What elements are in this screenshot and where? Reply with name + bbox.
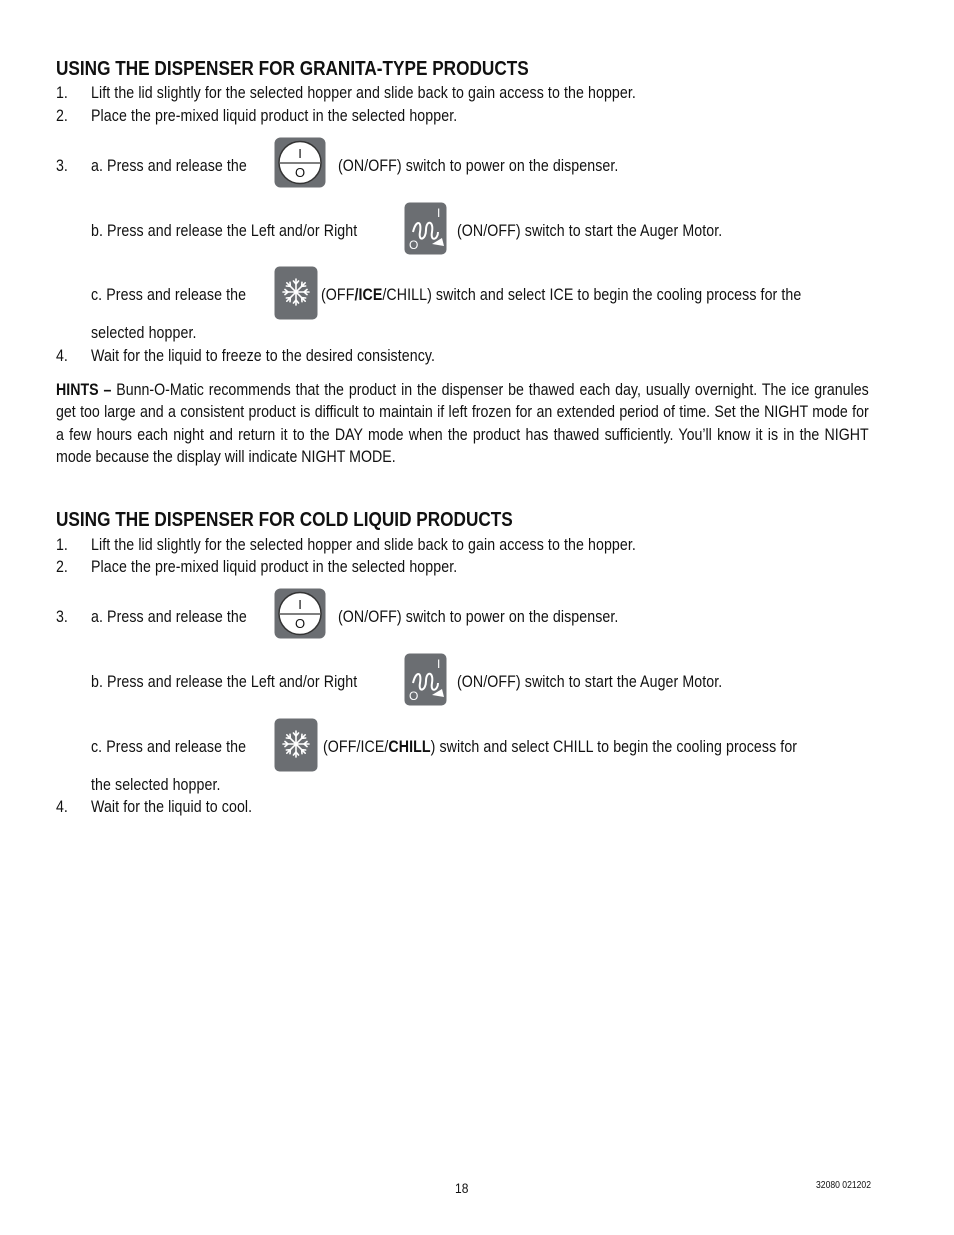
step-text: Lift the lid slightly for the selected hopper and slide back to gain access to the hopper. bbox=[91, 536, 636, 554]
step-text: (ON/OFF) switch to start the Auger Motor. bbox=[457, 222, 723, 240]
switch-label-off: O bbox=[294, 165, 306, 180]
power-switch-icon bbox=[274, 137, 326, 188]
step-number: 3. bbox=[56, 157, 68, 175]
document-code: 32080 021202 bbox=[816, 1180, 872, 1191]
step-text: b. Press and release the Left and/or Right bbox=[91, 673, 358, 691]
switch-label-on: I bbox=[437, 657, 441, 671]
step-text: the selected hopper. bbox=[91, 776, 221, 794]
auger-switch-icon bbox=[404, 202, 447, 255]
step-text: Lift the lid slightly for the selected hopper and slide back to gain access to the hopper. bbox=[91, 84, 636, 102]
mode-text: ) switch and select ICE to begin the cooling process for the bbox=[427, 286, 802, 304]
step-text: Wait for the liquid to cool. bbox=[91, 798, 253, 816]
switch-label-off: O bbox=[409, 689, 419, 703]
step-text: selected hopper. bbox=[91, 324, 197, 342]
section-heading-cold-liquid: USING THE DISPENSER FOR COLD LIQUID PRODUCTS bbox=[56, 509, 513, 531]
step-number: 1. bbox=[56, 84, 68, 102]
mode-text: ) switch and select CHILL to begin the cooling process for bbox=[430, 738, 798, 756]
step-text-ice bbox=[321, 285, 801, 305]
section-heading-granita: USING THE DISPENSER FOR GRANITA-TYPE PRODUCTS bbox=[56, 58, 529, 80]
step-text: c. Press and release the bbox=[91, 286, 247, 304]
hints-text: Bunn-O-Matic recommends that the product in the dispenser be thawed each day, usually overnight. The ice granules get too large and a consistent product is difficult to maintain if left frozen for an extended period of time. Set the NIGHT mode for a few hours each night and return it to the DAY mode when the product has thawed sufficiently. You’ll know it is in the NIGHT mode because the display will indicate NIGHT MODE. bbox=[56, 381, 869, 466]
switch-label-on: I bbox=[298, 146, 302, 161]
mode-ice-bold: ICE bbox=[358, 286, 383, 304]
snowflake-switch-icon bbox=[274, 266, 318, 320]
step-text: a. Press and release the bbox=[91, 608, 247, 626]
step-number: 4. bbox=[56, 798, 68, 816]
auger-switch-icon bbox=[404, 653, 447, 706]
step-text-chill bbox=[323, 737, 797, 757]
power-switch-icon bbox=[274, 588, 326, 639]
step-number: 3. bbox=[56, 608, 68, 626]
step-number: 4. bbox=[56, 347, 68, 365]
mode-text: (OFF/ICE/ bbox=[323, 738, 389, 756]
step-text: Place the pre-mixed liquid product in the selected hopper. bbox=[91, 107, 458, 125]
mode-chill: CHILL bbox=[386, 286, 428, 304]
step-text: a. Press and release the bbox=[91, 157, 247, 175]
page-number: 18 bbox=[455, 1180, 469, 1196]
step-text: (ON/OFF) switch to power on the dispenser. bbox=[338, 608, 619, 626]
step-number: 2. bbox=[56, 558, 68, 576]
switch-label-on: I bbox=[298, 597, 302, 612]
step-text: (ON/OFF) switch to start the Auger Motor. bbox=[457, 673, 723, 691]
snowflake-switch-icon bbox=[274, 718, 318, 772]
mode-slash: / bbox=[382, 286, 387, 304]
hints-paragraph bbox=[56, 379, 869, 468]
mode-chill-bold: CHILL bbox=[388, 738, 431, 756]
step-number: 1. bbox=[56, 536, 68, 554]
step-number: 2. bbox=[56, 107, 68, 125]
switch-label-off: O bbox=[294, 616, 306, 631]
mode-slash: / bbox=[354, 286, 359, 304]
switch-label-off: O bbox=[409, 238, 419, 252]
step-text: (ON/OFF) switch to power on the dispenser. bbox=[338, 157, 619, 175]
step-text: b. Press and release the Left and/or Right bbox=[91, 222, 358, 240]
step-text: c. Press and release the bbox=[91, 738, 247, 756]
hints-label: HINTS – bbox=[56, 381, 112, 399]
mode-text: (OFF bbox=[321, 286, 355, 304]
step-text: Wait for the liquid to freeze to the desired consistency. bbox=[91, 347, 436, 365]
switch-label-on: I bbox=[437, 206, 441, 220]
step-text: Place the pre-mixed liquid product in the selected hopper. bbox=[91, 558, 458, 576]
